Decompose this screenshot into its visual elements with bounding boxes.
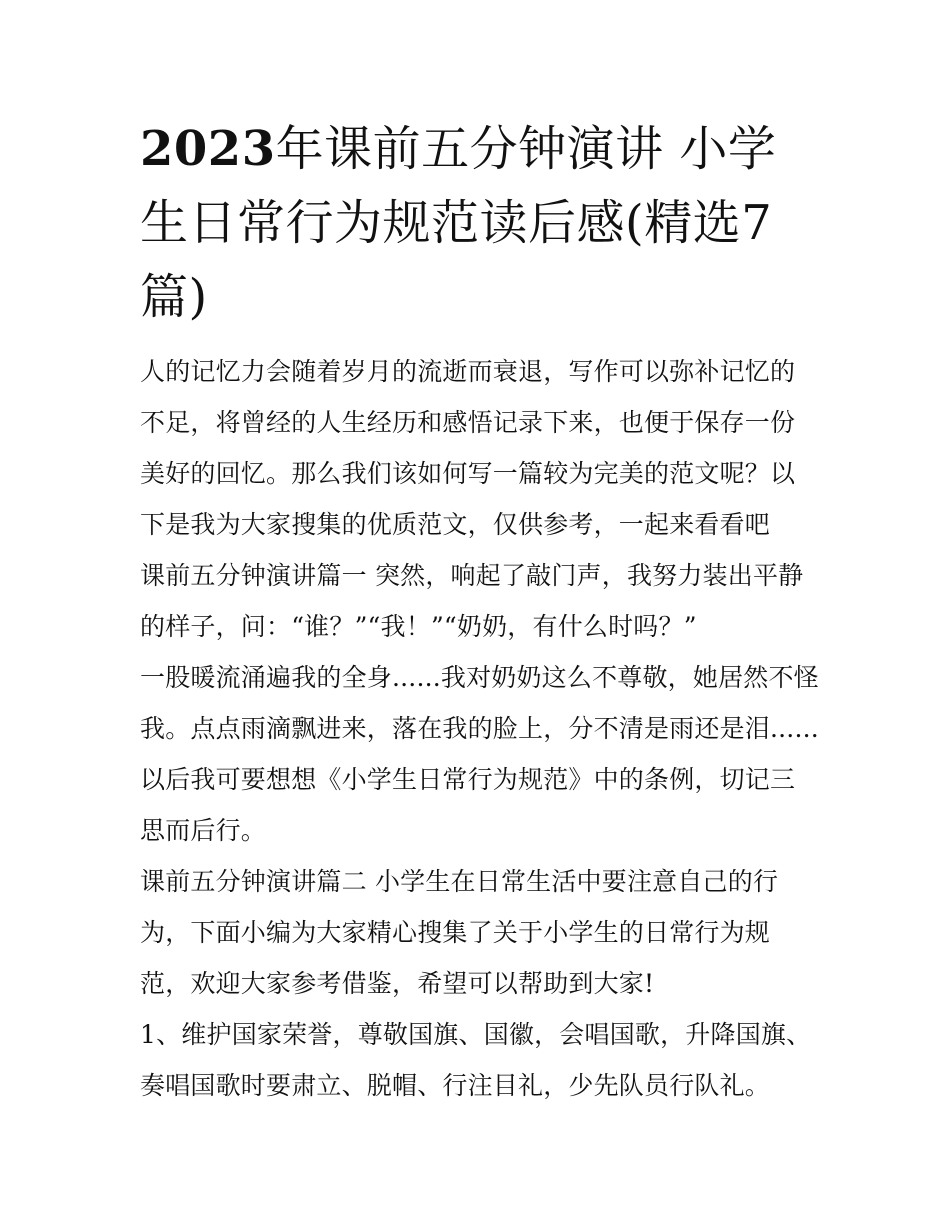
intro-paragraph: 人的记忆力会随着岁月的流逝而衰退，写作可以弥补记忆的不足，将曾经的人生经历和感悟记录下来，也便于保存一份美好的回忆。那么我们该如何写一篇较为完美的范文呢？以下是我为大家搜集的优质范文，仅供参考，一起来看看吧	[140, 357, 796, 539]
document-page	[140, 112, 820, 1111]
rule-one-paragraph: 1、维护国家荣誉，尊敬国旗、国徽，会唱国歌，升降国旗、奏唱国歌时要肃立、脱帽、行注目礼，少先队员行队礼。	[140, 1020, 812, 1100]
document-title	[140, 112, 820, 334]
speech-two-paragraph: 课前五分钟演讲篇二 小学生在日常生活中要注意自己的行为，下面小编为大家精心搜集了关于小学生的日常行为规范，欢迎大家参考借鉴，希望可以帮助到大家!	[140, 867, 779, 998]
title-text: 年课前五分钟演讲 小学生日常行为规范读后感(精选7篇)	[140, 121, 777, 325]
document-body	[140, 346, 820, 1111]
title-year: 2023	[140, 121, 276, 177]
speech-one-paragraph: 课前五分钟演讲篇一 突然，响起了敲门声，我努力装出平静的样子，问：“谁？”“我！”“奶奶，有什么时吗？”	[140, 561, 804, 641]
speech-one-continued-paragraph: 一股暖流涌遍我的全身......我对奶奶这么不尊敬，她居然不怪我。点点雨滴飘进来，落在我的脸上，分不清是雨还是泪......以后我可要想想《小学生日常行为规范》中的条例，切记三思而后行。	[140, 663, 819, 845]
